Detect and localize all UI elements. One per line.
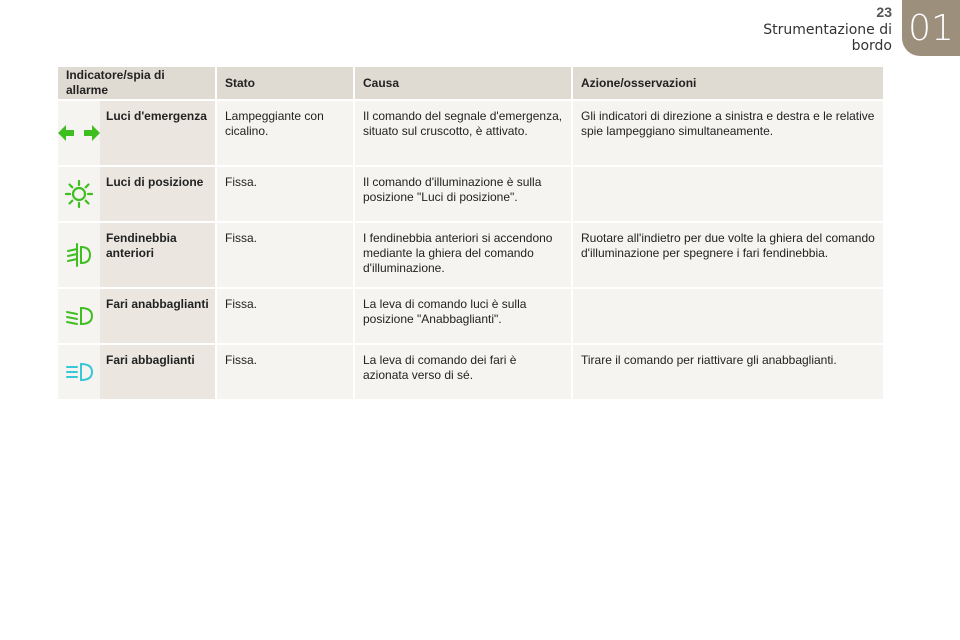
indicator-cell — [58, 222, 216, 288]
causa-cell: I fendinebbia anteriori si accendono mediante la ghiera del comando d'illuminazione. — [354, 222, 572, 288]
indicator-cell — [58, 344, 216, 399]
stato-cell: Fissa. — [216, 344, 354, 399]
section-title: Strumentazione di bordo — [763, 22, 892, 54]
stato-cell: Fissa. — [216, 222, 354, 288]
stato-cell: Lampeggiante con cicalino. — [216, 100, 354, 166]
indicator-cell — [58, 100, 216, 166]
main-beam-icon — [58, 345, 100, 399]
azione-cell: Ruotare all'indietro per due volte la ghiera del comando d'illuminazione per spegnere i fari fendinebbia. — [572, 222, 884, 288]
front-fog-lights-icon — [58, 223, 100, 287]
indicator-cell — [58, 166, 216, 222]
turn-signal-arrows-icon — [58, 101, 100, 165]
azione-cell: Tirare il comando per riattivare gli anabbaglianti. — [572, 344, 884, 399]
page-number: 23 — [876, 4, 892, 20]
indicator-name: Luci d'emergenza — [100, 101, 215, 165]
table-row — [58, 222, 884, 288]
causa-cell: La leva di comando luci è sulla posizione "Anabbaglianti". — [354, 288, 572, 344]
indicator-cell — [58, 288, 216, 344]
header-causa: Causa — [354, 67, 572, 100]
causa-cell: Il comando d'illuminazione è sulla posizione "Luci di posizione". — [354, 166, 572, 222]
stato-cell: Fissa. — [216, 166, 354, 222]
table-row — [58, 288, 884, 344]
causa-cell: La leva di comando dei fari è azionata verso di sé. — [354, 344, 572, 399]
stato-cell: Fissa. — [216, 288, 354, 344]
header-indicatore: Indicatore/spia di allarme — [58, 67, 216, 100]
table-row — [58, 166, 884, 222]
header-stato: Stato — [216, 67, 354, 100]
position-lights-icon — [58, 167, 100, 221]
warning-lights-table — [58, 67, 885, 399]
indicator-name: Fendinebbia anteriori — [100, 223, 215, 287]
indicator-name: Fari abbaglianti — [100, 345, 215, 399]
table-row — [58, 100, 884, 166]
azione-cell — [572, 166, 884, 222]
table-header-row — [58, 67, 884, 100]
indicator-name: Luci di posizione — [100, 167, 215, 221]
indicator-name: Fari anabbaglianti — [100, 289, 215, 343]
causa-cell: Il comando del segnale d'emergenza, situato sul cruscotto, è attivato. — [354, 100, 572, 166]
chapter-tab: 01 — [902, 0, 960, 56]
table-row — [58, 344, 884, 399]
dipped-beam-icon — [58, 289, 100, 343]
azione-cell: Gli indicatori di direzione a sinistra e destra e le relative spie lampeggiano simultaneamente. — [572, 100, 884, 166]
header-azione: Azione/osservazioni — [572, 67, 884, 100]
azione-cell — [572, 288, 884, 344]
